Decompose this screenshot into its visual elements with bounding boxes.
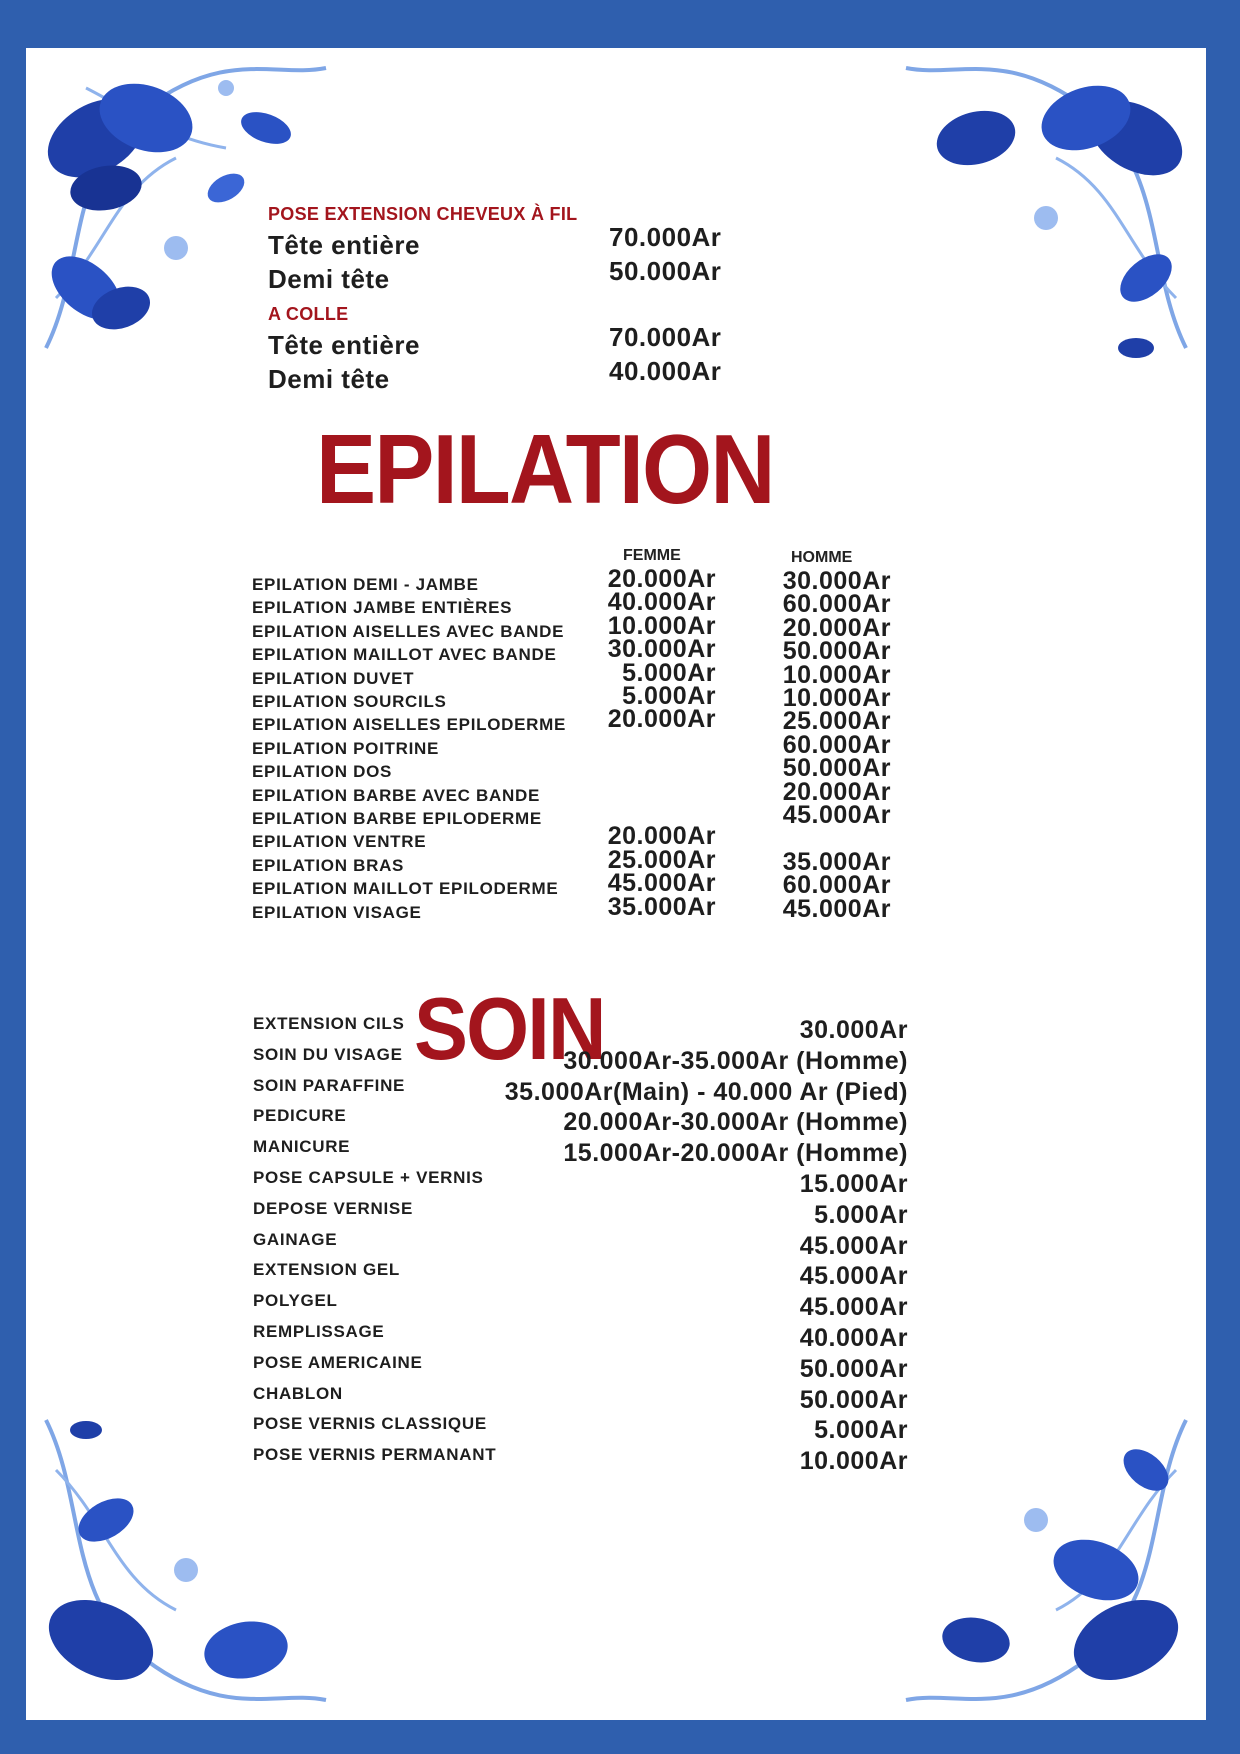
heading-epilation: EPILATION	[316, 414, 774, 524]
price-homme: 30.000Ar	[782, 567, 891, 595]
price-femme: 25.000Ar	[607, 845, 716, 874]
price-femme: 20.000Ar	[607, 565, 716, 593]
soin-row-price: 45.000Ar	[799, 1262, 908, 1291]
soin-row-price: 20.000Ar-30.000Ar (Homme)	[563, 1108, 908, 1137]
soin-row-price: 45.000Ar	[799, 1293, 908, 1322]
butterfly-icon	[26, 1390, 356, 1720]
epilation-row-label: EPILATION BRAS	[252, 855, 405, 875]
price-homme: 10.000Ar	[782, 684, 891, 712]
item-price: 70.000Ar	[609, 322, 722, 352]
soin-row-label: POSE CAPSULE + VERNIS	[253, 1168, 484, 1187]
soin-row-price: 50.000Ar	[799, 1385, 908, 1414]
item-price: 70.000Ar	[609, 222, 722, 252]
epilation-row-label: EPILATION MAILLOT AVEC BANDE	[252, 645, 557, 665]
price-femme: 40.000Ar	[607, 588, 716, 617]
soin-row-label: POSE VERNIS PERMANANT	[253, 1445, 497, 1465]
price-homme: 60.000Ar	[782, 730, 891, 759]
item-price: 50.000Ar	[609, 256, 722, 286]
soin-row-price: 5.000Ar	[814, 1416, 908, 1445]
section-title-colle: A COLLE	[268, 304, 349, 324]
item-price: 40.000Ar	[609, 356, 722, 386]
epilation-row-label: EPILATION VISAGE	[252, 902, 422, 922]
epilation-row-label: EPILATION MAILLOT EPILODERME	[252, 879, 559, 899]
butterfly-icon	[876, 48, 1206, 378]
section-title-fil: POSE EXTENSION CHEVEUX À FIL	[268, 204, 578, 224]
soin-row-label: SOIN DU VISAGE	[253, 1044, 403, 1064]
epilation-row-label: EPILATION DUVET	[252, 668, 415, 688]
price-homme: 20.000Ar	[782, 613, 891, 642]
soin-row-label: POSE VERNIS CLASSIQUE	[253, 1414, 487, 1434]
soin-row-label: CHABLON	[253, 1383, 343, 1403]
price-list-page	[26, 48, 1206, 1720]
epilation-row-label: EPILATION BARBE EPILODERME	[252, 809, 542, 828]
price-homme: 50.000Ar	[782, 754, 891, 783]
price-femme: 20.000Ar	[607, 705, 716, 734]
soin-row-label: MANICURE	[253, 1137, 351, 1157]
epilation-row-label: EPILATION AISELLES AVEC BANDE	[252, 621, 565, 641]
item-label: Demi tête	[268, 264, 390, 294]
soin-row-label: EXTENSION GEL	[253, 1260, 401, 1280]
price-homme: 60.000Ar	[782, 871, 891, 900]
epilation-row-label: EPILATION BARBE AVEC BANDE	[252, 785, 541, 805]
soin-row-price: 50.000Ar	[799, 1354, 908, 1383]
price-homme: 60.000Ar	[782, 590, 891, 619]
price-homme: 50.000Ar	[782, 637, 891, 666]
price-femme: 35.000Ar	[607, 892, 716, 921]
price-femme: 20.000Ar	[607, 822, 716, 851]
price-homme: 45.000Ar	[782, 801, 891, 829]
soin-row-price: 45.000Ar	[799, 1231, 908, 1260]
price-homme: 45.000Ar	[782, 894, 891, 923]
column-header-femme: FEMME	[623, 547, 681, 564]
soin-row-label: POSE AMERICAINE	[253, 1352, 423, 1372]
butterfly-icon	[876, 1390, 1206, 1720]
price-homme: 35.000Ar	[782, 847, 891, 876]
price-femme: 45.000Ar	[607, 869, 716, 898]
epilation-row-label: EPILATION POITRINE	[252, 738, 440, 758]
price-femme: 5.000Ar	[622, 682, 716, 710]
soin-row-label: SOIN PARAFFINE	[253, 1075, 406, 1095]
heading-soin: SOIN	[414, 979, 605, 1078]
soin-row-price: 30.000Ar-35.000Ar (Homme)	[563, 1046, 908, 1075]
soin-row-label: REMPLISSAGE	[253, 1322, 385, 1341]
soin-row-price: 15.000Ar	[799, 1170, 908, 1198]
price-femme: 5.000Ar	[622, 658, 716, 687]
price-femme: 30.000Ar	[607, 635, 716, 664]
epilation-row-label: EPILATION JAMBE ENTIÈRES	[252, 598, 513, 618]
soin-row-price: 40.000Ar	[799, 1324, 908, 1352]
soin-row-price: 10.000Ar	[799, 1447, 908, 1476]
soin-row-price: 35.000Ar(Main) - 40.000 Ar (Pied)	[504, 1077, 908, 1106]
price-homme: 25.000Ar	[782, 707, 891, 736]
soin-row-label: GAINAGE	[253, 1229, 338, 1249]
soin-row-label: DEPOSE VERNISE	[253, 1198, 414, 1218]
item-label: Tête entière	[268, 230, 420, 260]
epilation-row-label: EPILATION DOS	[252, 762, 393, 782]
item-label: Demi tête	[268, 364, 390, 394]
price-homme: 20.000Ar	[782, 777, 891, 806]
epilation-row-label: EPILATION VENTRE	[252, 832, 427, 852]
epilation-row-label: EPILATION DEMI - JAMBE	[252, 575, 479, 594]
column-header-homme: HOMME	[791, 549, 853, 566]
price-femme: 10.000Ar	[607, 611, 716, 640]
soin-row-price: 15.000Ar-20.000Ar (Homme)	[563, 1139, 908, 1168]
item-label: Tête entière	[268, 330, 420, 360]
epilation-row-label: EPILATION SOURCILS	[252, 692, 447, 711]
soin-row-label: PEDICURE	[253, 1106, 347, 1126]
soin-row-label: EXTENSION CILS	[253, 1014, 405, 1033]
price-homme: 10.000Ar	[782, 660, 891, 689]
epilation-row-label: EPILATION AISELLES EPILODERME	[252, 715, 567, 735]
soin-row-price: 5.000Ar	[814, 1200, 908, 1229]
soin-row-price: 30.000Ar	[799, 1016, 908, 1044]
soin-row-label: POLYGEL	[253, 1291, 338, 1311]
